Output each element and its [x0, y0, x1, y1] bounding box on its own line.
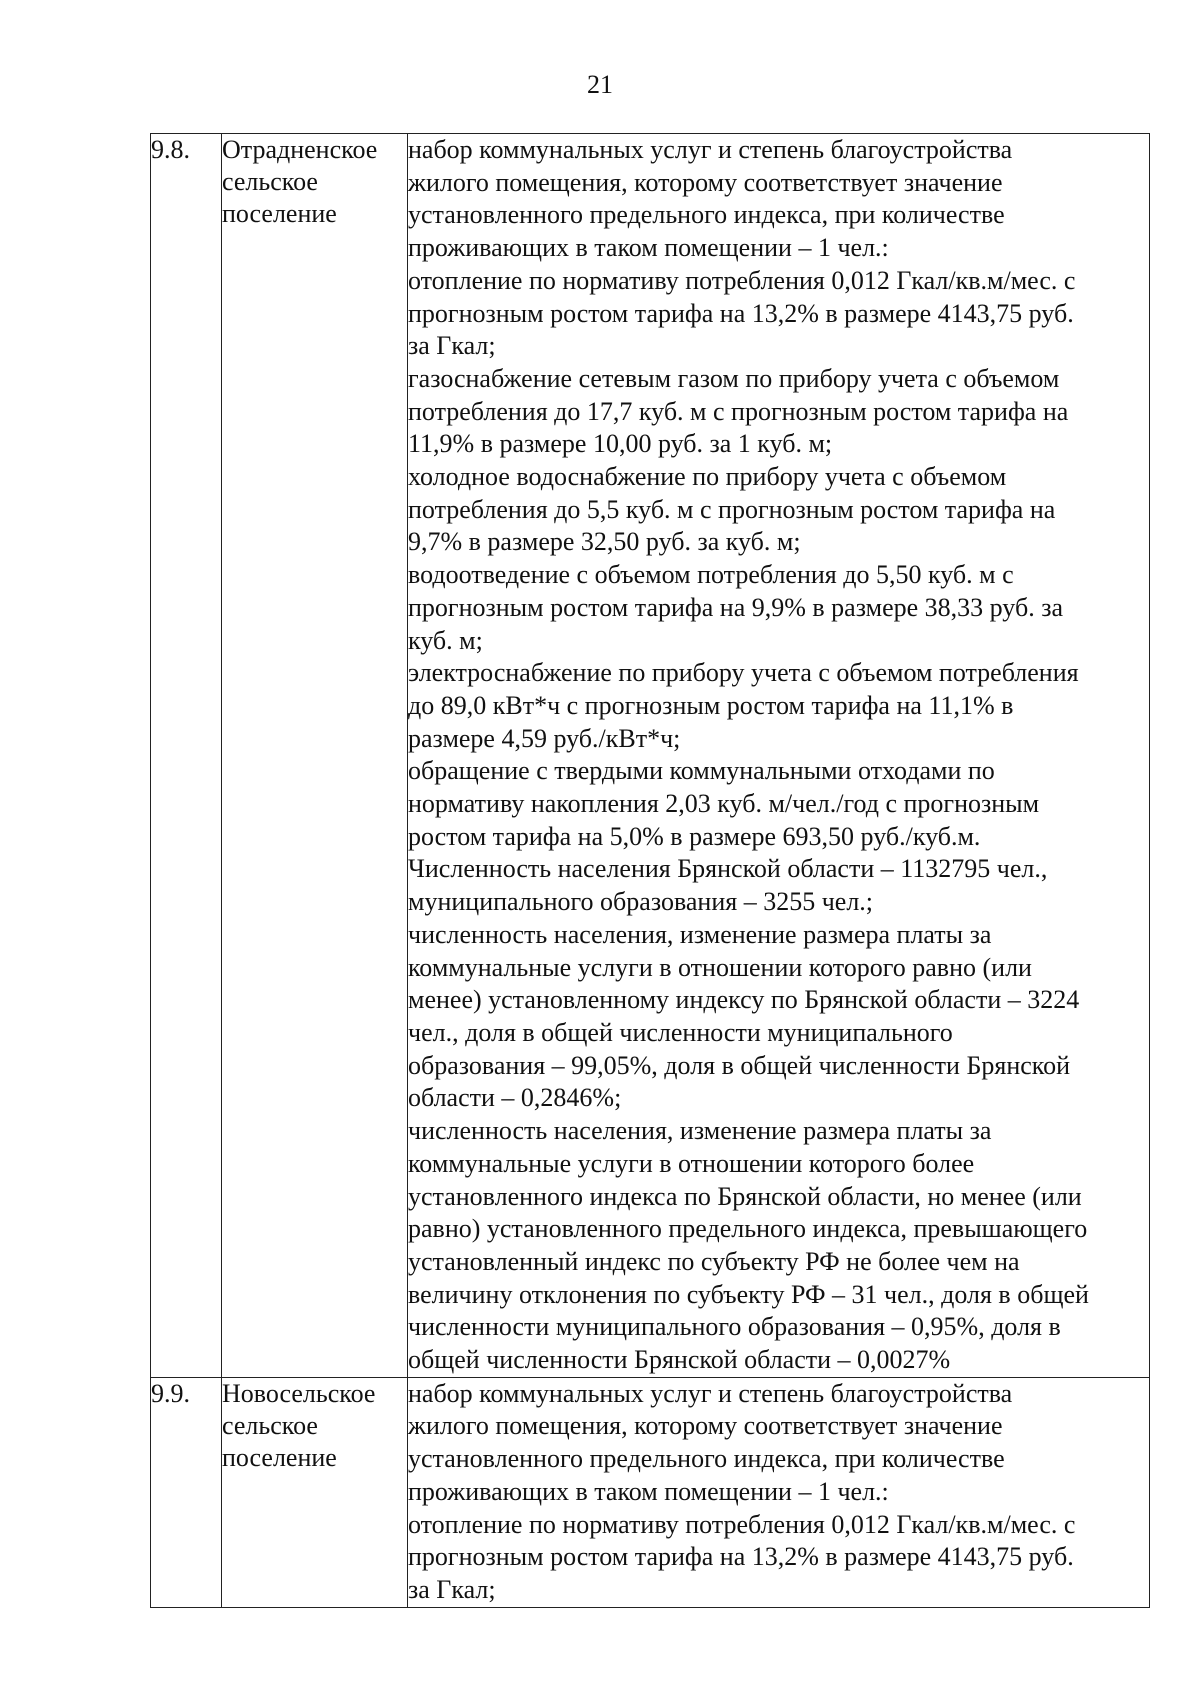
- settlement-name: [222, 1377, 408, 1607]
- settlement-name-line: Новосельское: [222, 1378, 376, 1408]
- description-line: холодное водоснабжение по прибору учета с объемом: [408, 462, 1007, 492]
- description-line: равно) установленного предельного индекса, превышающего: [408, 1214, 1088, 1244]
- description-line: Численность населения Брянской области – 1132795 чел.,: [408, 854, 1048, 884]
- description-line: до 89,0 кВт*ч с прогнозным ростом тарифа на 11,1% в: [408, 690, 1014, 720]
- settlement-name-line: поселение: [222, 1442, 337, 1472]
- table-row: [151, 1377, 1150, 1607]
- tariff-table: [150, 133, 1150, 1608]
- description-line: за Гкал;: [408, 331, 496, 361]
- description-line: 9,7% в размере 32,50 руб. за куб. м;: [408, 527, 801, 557]
- page-number: 21: [587, 70, 613, 99]
- description-line: менее) установленному индексу по Брянской области – 3224: [408, 985, 1080, 1015]
- description-line: чел., доля в общей численности муниципального: [408, 1017, 953, 1047]
- description-line: коммунальные услуги в отношении которого равно (или: [408, 952, 1032, 982]
- description-line: прогнозным ростом тарифа на 13,2% в размере 4143,75 руб.: [408, 298, 1074, 328]
- item-number: 9.9.: [151, 1377, 222, 1607]
- description-line: нормативу накопления 2,03 куб. м/чел./год с прогнозным: [408, 789, 1040, 819]
- settlement-name-line: сельское: [222, 167, 318, 196]
- description-line: отопление по нормативу потребления 0,012 Гкал/кв.м/мес. с: [408, 1509, 1076, 1539]
- description-line: набор коммунальных услуг и степень благоустройства: [408, 135, 1013, 164]
- description-line: набор коммунальных услуг и степень благоустройства: [408, 1378, 1013, 1408]
- table-body: [151, 134, 1150, 1608]
- description-line: размере 4,59 руб./кВт*ч;: [408, 723, 681, 753]
- description-line: электроснабжение по прибору учета с объемом потребления: [408, 658, 1079, 688]
- description-line: куб. м;: [408, 625, 483, 655]
- description-line: жилого помещения, которому соответствует значение: [408, 1411, 1003, 1441]
- settlement-name-line: сельское: [222, 1410, 318, 1440]
- description-line: обращение с твердыми коммунальными отходами по: [408, 756, 995, 786]
- description-line: коммунальные услуги в отношении которого более: [408, 1148, 975, 1178]
- description-line: численность населения, изменение размера платы за: [408, 919, 992, 949]
- table-row: [151, 134, 1150, 1378]
- description-line: жилого помещения, которому соответствует значение: [408, 167, 1003, 197]
- description-line: установленный индекс по субъекту РФ не более чем на: [408, 1246, 1020, 1276]
- description-line: установленного предельного индекса, при количестве: [408, 200, 1005, 230]
- description-line: установленного индекса по Брянской области, но менее (или: [408, 1181, 1082, 1211]
- description-line: муниципального образования – 3255 чел.;: [408, 887, 874, 917]
- description-line: проживающих в таком помещении – 1 чел.:: [408, 1476, 889, 1506]
- description-line: водоотведение с объемом потребления до 5,50 куб. м с: [408, 560, 1014, 590]
- description-line: 11,9% в размере 10,00 руб. за 1 куб. м;: [408, 429, 833, 459]
- description-line: образования – 99,05%, доля в общей численности Брянской: [408, 1050, 1071, 1080]
- description-line: за Гкал;: [408, 1574, 496, 1604]
- description-line: величину отклонения по субъекту РФ – 31 чел., доля в общей: [408, 1279, 1089, 1309]
- description-cell: [408, 134, 1150, 1378]
- description-line: общей численности Брянской области – 0,0027%: [408, 1345, 951, 1375]
- description-line: численности муниципального образования – 0,95%, доля в: [408, 1312, 1061, 1342]
- settlement-name-line: поселение: [222, 199, 337, 228]
- description-line: прогнозным ростом тарифа на 9,9% в размере 38,33 руб. за: [408, 592, 1064, 622]
- description-line: прогнозным ростом тарифа на 13,2% в размере 4143,75 руб.: [408, 1542, 1074, 1572]
- description-line: проживающих в таком помещении – 1 чел.:: [408, 233, 889, 263]
- description-line: установленного предельного индекса, при количестве: [408, 1444, 1005, 1474]
- description-line: области – 0,2846%;: [408, 1083, 622, 1113]
- description-line: численность населения, изменение размера платы за: [408, 1116, 992, 1146]
- description-line: газоснабжение сетевым газом по прибору учета с объемом: [408, 363, 1060, 393]
- description-line: потребления до 17,7 куб. м с прогнозным ростом тарифа на: [408, 396, 1069, 426]
- item-number: 9.8.: [151, 134, 222, 1378]
- description-line: отопление по нормативу потребления 0,012 Гкал/кв.м/мес. с: [408, 265, 1076, 295]
- description-cell: [408, 1377, 1150, 1607]
- description-line: ростом тарифа на 5,0% в размере 693,50 руб./куб.м.: [408, 821, 981, 851]
- settlement-name: [222, 134, 408, 1378]
- description-line: потребления до 5,5 куб. м с прогнозным ростом тарифа на: [408, 494, 1056, 524]
- settlement-name-line: Отрадненское: [222, 135, 378, 164]
